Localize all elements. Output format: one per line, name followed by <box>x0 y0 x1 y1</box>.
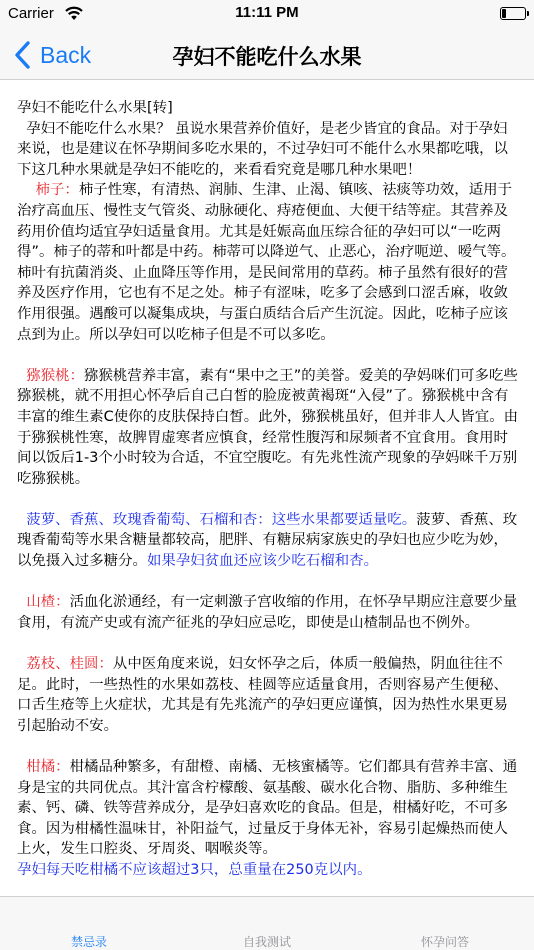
tab-taboo-list-label: 禁忌录 <box>70 935 107 949</box>
section-lychee: 荔枝、桂圆：从中医角度来说，妇女怀孕之后，体质一般偏热，阴血往往不足。此时，一些热性的水果如荔枝、桂圆等应适量食用，否则容易产生便秘、口舌生疮等上火症状，尤其是有先兆流产的孕妇更应谨慎，因为热性水果更易引起胎动不安。 <box>17 656 508 734</box>
battery-icon <box>500 7 526 20</box>
section-citrus: 柑橘：柑橘品种繁多，有甜橙、南橘、无核蜜橘等。它们都具有营养丰富、通身是宝的共同优点。其汁富含柠檬酸、氨基酸、碳水化合物、脂肪、多种维生素、钙、磷、铁等营养成分，是孕妇喜欢吃的食品。但是，柑橘好吃，不可多食。因为柑橘性温味甘，补阳益气，过量反于身体无补，容易引起燥热而使人上火，发生口腔炎、牙周炎、咽喉炎等。 <box>17 759 518 858</box>
status-bar <box>0 0 534 30</box>
tab-self-test[interactable] <box>178 897 356 950</box>
pregnancy-qa-icon <box>431 901 459 929</box>
self-test-icon <box>253 901 281 929</box>
tab-bar <box>0 896 534 950</box>
section-persimmon-title: 柿子： <box>35 182 79 199</box>
back-button-label: Back <box>40 41 92 68</box>
taboo-list-icon <box>75 901 103 929</box>
section-sugar-fruits-note: 如果孕妇贫血还应该少吃石榴和杏。 <box>146 553 379 570</box>
tab-self-test-label: 自我测试 <box>242 935 291 949</box>
section-sugar-fruits-title: 菠萝、香蕉、玫瑰香葡萄、石榴和杏：这些水果都要适量吃。 <box>26 511 417 528</box>
article-scroll-view[interactable] <box>0 80 534 896</box>
clock: 11:11 PM <box>235 4 299 21</box>
page-title: 孕妇不能吃什么水果 <box>172 45 362 69</box>
section-citrus-note: 孕妇每天吃柑橘不应该超过3只，总重量在250克以内。 <box>17 861 372 878</box>
article-heading: 孕妇不能吃什么水果[转] <box>17 100 173 116</box>
section-citrus-title: 柑橘： <box>26 759 70 775</box>
navigation-bar <box>0 30 534 80</box>
section-lychee-title: 荔枝、桂圆： <box>26 656 113 673</box>
article-intro: 孕妇不能吃什么水果？ 虽说水果营养价值好，是老少皆宜的食品。对于孕妇来说，也是建议在怀孕期间多吃水果的，不过孕妇可不能什么水果都吃哦，以下这几种水果就是孕妇不能吃的，来看看究竟是哪几种水果吧！ <box>17 120 508 178</box>
article-body <box>17 98 519 881</box>
tab-pregnancy-qa-label: 怀孕问答 <box>420 935 469 949</box>
section-kiwi-title: 猕猴桃： <box>26 367 85 384</box>
section-hawthorn-title: 山楂： <box>26 594 70 611</box>
tab-pregnancy-qa[interactable] <box>356 897 534 950</box>
tab-taboo-list[interactable] <box>0 897 178 950</box>
section-hawthorn: 山楂：活血化淤通经，有一定刺激子宫收缩的作用，在怀孕早期应注意要少量食用，有流产史或有流产征兆的孕妇应忌吃，即使是山楂制品也不例外。 <box>17 594 518 631</box>
section-sugar-fruits: 菠萝、香蕉、玫瑰香葡萄、石榴和杏：这些水果都要适量吃。菠萝、香蕉、玫瑰香葡萄等水果含糖量都较高，肥胖、有糖尿病家族史的孕妇也应少吃为妙，以免摄入过多糖分。如果孕妇贫血还应该少吃石榴和杏。 <box>17 511 518 570</box>
carrier-label: Carrier <box>8 5 54 22</box>
section-persimmon: 柿子：柿子性寒，有清热、润肺、生津、止渴、镇咳、祛痰等功效，适用于治疗高血压、慢性支气管炎、动脉硬化、痔疮便血、大便干结等症。其营养及药用价值均适宜孕妇适量食用。尤其是妊娠高血压综合征的孕妇可以“一吃两得”。柿子的蒂和叶都是中药。柿蒂可以降逆气、止恶心，治疗呃逆、嗳气等。柿叶有抗菌消炎、止血降压等作用，是民间常用的草药。柿子虽然有很好的营养及医疗作用，它也有不足之处。柿子有涩味，吃多了会感到口涩舌麻，收敛作用很强。遇酸可以凝集成块，与蛋白质结合后产生沉淀。因此，吃柿子应该点到为止。所以孕妇可以吃柿子但是不可以多吃。 <box>17 182 516 343</box>
section-kiwi: 猕猴桃：猕猴桃营养丰富，素有“果中之王”的美誉。爱美的孕妈咪们可多吃些猕猴桃，就不用担心怀孕后自己白皙的脸庞被黄褐斑“入侵”了。猕猴桃中含有丰富的维生素C使你的皮肤保持白皙。此外，猕猴桃虽好，但并非人人皆宜。由于猕猴桃性寒，故脾胃虚寒者应慎食，经常性腹泻和尿频者不宜食用。食用时间以饭后1-3个小时较为合适，不宜空腹吃。有先兆性流产现象的孕妈咪千万别吃猕猴桃。 <box>17 367 519 487</box>
